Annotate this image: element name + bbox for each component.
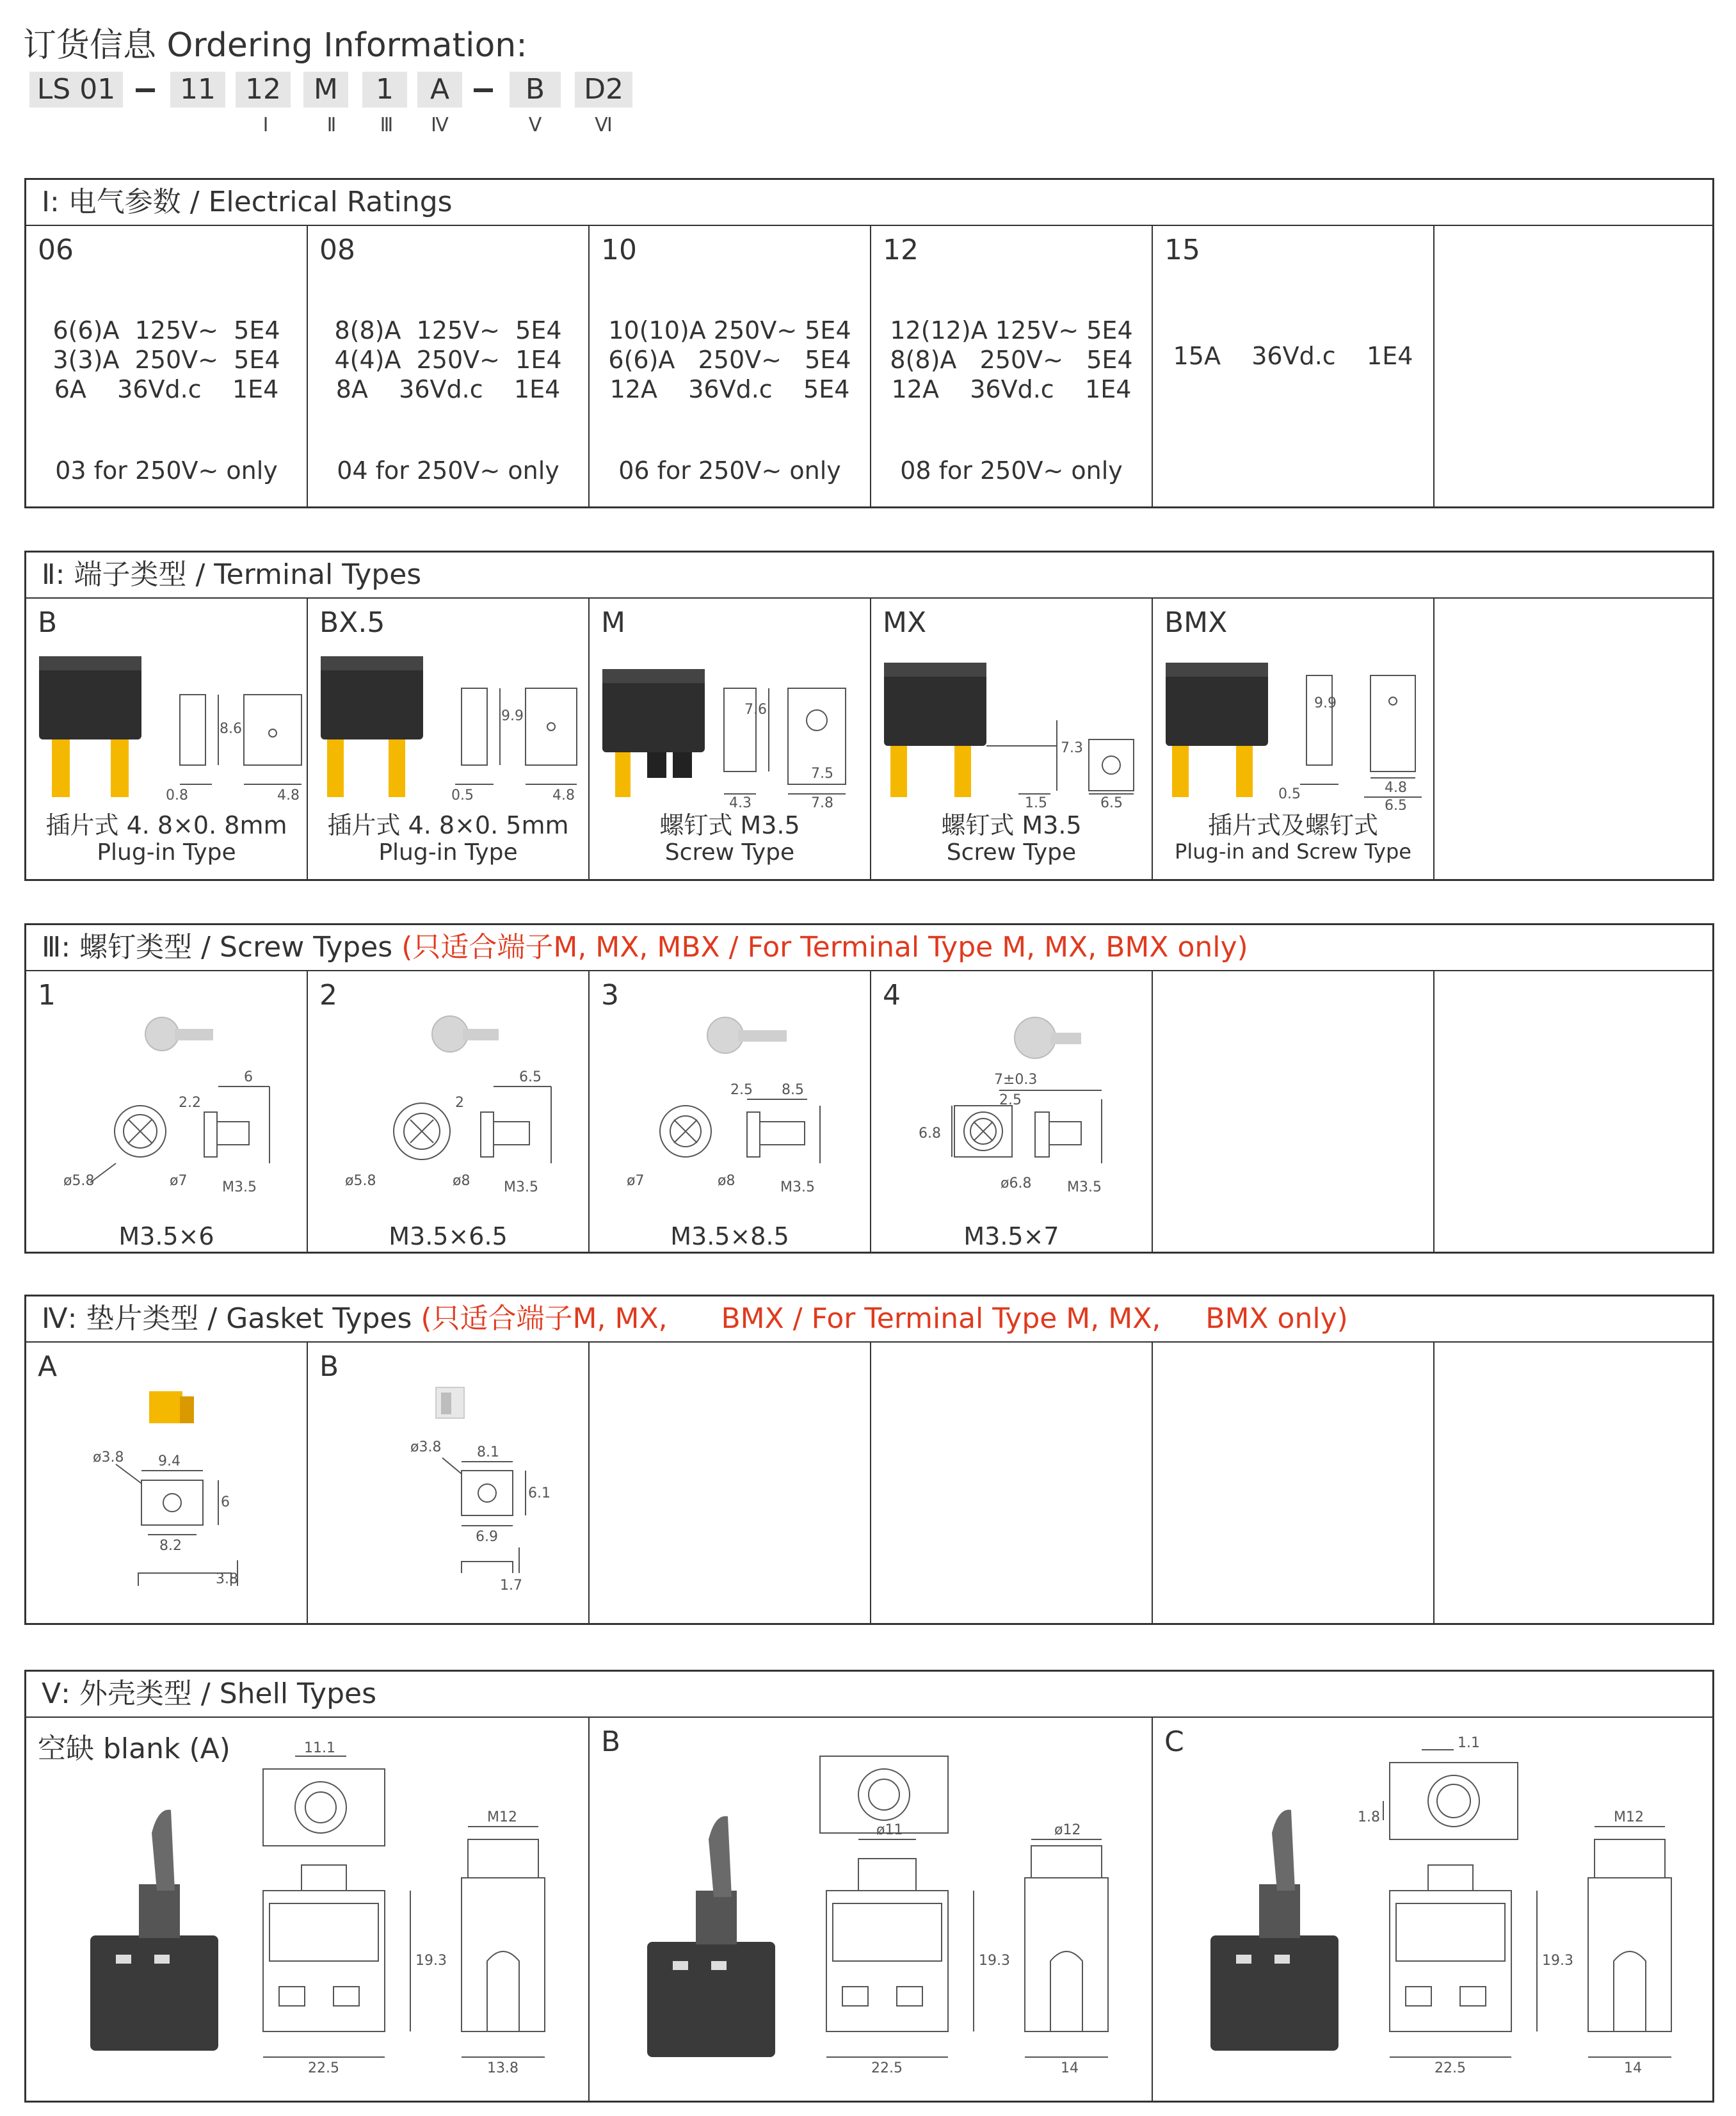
dim-label: 4.3 <box>729 795 751 810</box>
dim-label: 8.2 <box>159 1538 182 1554</box>
dim-label: 7.3 <box>1061 740 1083 756</box>
roman-label: Ⅲ <box>380 114 394 136</box>
gasket-drawing <box>26 1381 308 1624</box>
terminal-en-label: Screw Type <box>946 839 1077 866</box>
dim-label: 1.1 <box>1458 1735 1480 1751</box>
terminal-column-bx5 <box>308 599 590 879</box>
dim-label: M3.5 <box>780 1179 815 1195</box>
screw-size-label: M3.5×6 <box>118 1222 214 1250</box>
toggle-switch-render <box>1210 1810 1338 2051</box>
toggle-switch-render <box>647 1816 775 2057</box>
screw-code: 3 <box>601 979 619 1012</box>
dim-label: ø3.8 <box>93 1450 124 1466</box>
section-title-text: Ⅲ: 螺钉类型 / Screw Types <box>42 931 402 964</box>
terminal-cn-label: 螺钉式 M3.5 <box>659 811 800 839</box>
terminal-column-mx <box>871 599 1153 879</box>
dim-label: 4.8 <box>277 787 300 804</box>
roman-label: Ⅴ <box>528 114 542 136</box>
terminal-pin <box>327 739 344 797</box>
screw-render-icon <box>432 1016 499 1052</box>
dim-label: 19.3 <box>1542 1953 1573 1969</box>
dimension-sketch <box>180 695 301 784</box>
terminal-column-bmx <box>1153 599 1435 879</box>
dim-label: 22.5 <box>871 2060 903 2076</box>
screw-column-2 <box>308 971 590 1252</box>
section-title <box>26 1296 1712 1343</box>
dimension-sketch <box>820 1756 1108 2057</box>
dim-label: 8.5 <box>782 1082 804 1098</box>
section-title-note: (只适合端子M, MX, BMX / For Terminal Type M, MX, BMX only) <box>421 1302 1348 1335</box>
terminal-en-label: Plug-in Type <box>97 839 236 866</box>
dim-label: 9.9 <box>501 708 524 724</box>
dim-label: 4.8 <box>552 787 575 804</box>
dim-label: 8.1 <box>477 1444 499 1460</box>
terminal-code: M <box>601 606 625 639</box>
screw-code: 2 <box>319 979 337 1012</box>
terminal-en-label: Screw Type <box>664 839 795 866</box>
dim-label: 2.5 <box>999 1092 1022 1108</box>
dim-label: ø12 <box>1054 1822 1081 1838</box>
dimension-sketch <box>660 1099 820 1163</box>
empty-column <box>1435 1343 1712 1623</box>
rating-code: 15 <box>1164 234 1200 266</box>
dim-label: 19.3 <box>979 1953 1010 1969</box>
dimension-sketch <box>986 720 1134 794</box>
rating-code: 06 <box>38 234 74 266</box>
terminal-drawing <box>871 650 1153 810</box>
dimension-sketch <box>394 1086 551 1163</box>
dim-label: 14 <box>1624 2060 1642 2076</box>
dim-label: 6.1 <box>528 1485 551 1501</box>
terminal-code: BX.5 <box>319 606 385 639</box>
screw-column-1 <box>26 971 308 1252</box>
dimension-sketch <box>455 688 577 784</box>
gasket-code: A <box>38 1350 58 1383</box>
rating-code: 08 <box>319 234 355 266</box>
dimension-sketch <box>116 1464 237 1586</box>
terminal-column-m <box>590 599 871 879</box>
dim-label: ø5.8 <box>63 1173 95 1189</box>
shell-code: C <box>1164 1725 1184 1758</box>
rating-column <box>1153 226 1435 506</box>
dim-label: 0.5 <box>1278 786 1301 802</box>
terminal-pin <box>615 752 631 797</box>
dim-label: ø8 <box>453 1173 470 1189</box>
terminal-column-b <box>26 599 308 879</box>
terminal-en-label: Plug-in Type <box>378 839 518 866</box>
terminal-pin <box>111 739 129 797</box>
code-part-1: 11 <box>170 72 225 108</box>
page-title: 订货信息 Ordering Information: <box>23 26 527 65</box>
dim-label: ø5.8 <box>345 1173 376 1189</box>
section-title-note: (只适合端子M, MX, MBX / For Terminal Type M, MX, BMX only) <box>401 931 1248 964</box>
dim-label: ø8 <box>718 1173 735 1189</box>
code-dash <box>136 88 155 92</box>
gasket-drawing <box>308 1381 590 1624</box>
dim-label: 7±0.3 <box>994 1072 1038 1088</box>
terminal-cn-label: 插片式及螺钉式 <box>1207 811 1378 839</box>
shell-column-b <box>590 1718 1153 2101</box>
dimension-sketch <box>442 1458 526 1573</box>
dim-label: 6.5 <box>519 1069 542 1085</box>
dimension-sketch <box>1383 1750 1671 2057</box>
terminal-pin <box>389 739 405 797</box>
screw-drawing <box>308 1010 590 1221</box>
toggle-switch-render <box>90 1810 218 2051</box>
terminal-cn-label: 插片式 4. 8×0. 8mm <box>45 811 287 839</box>
dim-label: 7.5 <box>811 766 833 782</box>
rating-column <box>871 226 1153 506</box>
terminal-pin <box>1236 746 1253 797</box>
rating-values: 10(10)A 250V~ 5E4 6(6)A 250V~ 5E4 12A 36Vd.c 5E4 <box>608 316 851 403</box>
terminal-cn-label: 螺钉式 M3.5 <box>941 811 1082 839</box>
dim-label: 11.1 <box>304 1740 335 1756</box>
code-part-2: 12 <box>236 72 291 108</box>
roman-label: Ⅵ <box>595 114 613 136</box>
screw-types-section <box>24 923 1714 1254</box>
terminal-drawing <box>26 650 308 810</box>
roman-label: Ⅱ <box>326 114 337 136</box>
dim-label: 1.5 <box>1025 795 1047 810</box>
dim-label: 22.5 <box>1435 2060 1466 2076</box>
dim-label: 14 <box>1061 2060 1079 2076</box>
gasket-code: B <box>319 1350 339 1383</box>
code-part-3: M <box>303 72 348 108</box>
empty-column <box>1153 971 1435 1252</box>
shell-column-a <box>26 1718 590 2101</box>
dim-label: 13.8 <box>487 2060 518 2076</box>
section-title-text: Ⅳ: 垫片类型 / Gasket Types <box>42 1302 421 1335</box>
dim-label: 3.8 <box>216 1571 238 1587</box>
dim-label: 9.4 <box>158 1453 181 1469</box>
dim-label: 6 <box>221 1494 230 1510</box>
screw-render-icon <box>1015 1017 1081 1058</box>
dim-label: 8.6 <box>220 721 242 737</box>
terminal-top <box>602 669 705 683</box>
dimension-sketch <box>1300 675 1422 797</box>
gasket-render-icon <box>436 1387 464 1418</box>
shell-code: 空缺 blank (A) <box>38 1732 230 1765</box>
electrical-ratings-section <box>24 178 1714 508</box>
terminal-code: MX <box>883 606 927 639</box>
screw-code: 4 <box>883 979 901 1012</box>
screw-code: 1 <box>38 979 56 1012</box>
screw-column-4 <box>871 971 1153 1252</box>
terminal-drawing <box>308 650 590 810</box>
rating-values: 6(6)A 125V~ 5E4 3(3)A 250V~ 5E4 6A 36Vd.c 1E4 <box>52 316 280 403</box>
rating-column <box>26 226 308 506</box>
rating-note: 08 for 250V~ only <box>900 456 1123 485</box>
dimension-sketch <box>263 1756 545 2057</box>
rating-code: 10 <box>601 234 637 266</box>
dim-label: 6.8 <box>919 1126 941 1142</box>
dim-label: 2.2 <box>179 1095 201 1111</box>
screw-drawing <box>590 1010 871 1221</box>
dim-label: 0.5 <box>451 787 474 804</box>
code-part-series: LS 01 <box>29 72 123 108</box>
dim-label: M3.5 <box>504 1179 538 1195</box>
dim-label: 4.8 <box>1385 780 1407 796</box>
terminal-cn-label: 插片式 4. 8×0. 5mm <box>327 811 569 839</box>
roman-label: Ⅰ <box>262 114 269 136</box>
shell-code: B <box>601 1725 621 1758</box>
gasket-column-b <box>308 1343 590 1623</box>
empty-column <box>1435 971 1712 1252</box>
code-dash <box>474 88 493 92</box>
screw-drawing <box>26 1010 308 1221</box>
terminal-code: B <box>38 606 58 639</box>
section-title: Ⅰ: 电气参数 / Electrical Ratings <box>26 180 1712 226</box>
shell-column-c <box>1153 1718 1712 2101</box>
empty-column <box>1435 599 1712 879</box>
shell-drawing <box>590 1731 1153 2096</box>
shell-drawing <box>1153 1731 1712 2096</box>
rating-note: 06 for 250V~ only <box>618 456 841 485</box>
terminal-top <box>884 663 986 677</box>
dim-label: ø3.8 <box>410 1439 442 1455</box>
section-title: Ⅱ: 端子类型 / Terminal Types <box>26 553 1712 599</box>
dim-label: 19.3 <box>415 1953 447 1969</box>
dimension-sketch <box>952 1090 1102 1163</box>
terminal-screw-block <box>673 752 692 778</box>
terminal-en-label: Plug-in and Screw Type <box>1175 839 1411 864</box>
terminal-pin <box>1172 746 1189 797</box>
rating-values: 15A 36Vd.c 1E4 <box>1173 342 1413 370</box>
rating-note: 04 for 250V~ only <box>337 456 559 485</box>
gasket-render-icon <box>149 1391 194 1423</box>
gasket-column-a <box>26 1343 308 1623</box>
terminal-top <box>1166 663 1268 677</box>
dim-label: ø6.8 <box>1001 1175 1032 1191</box>
screw-render-icon <box>707 1017 787 1053</box>
terminal-drawing <box>1153 650 1435 810</box>
gasket-types-section <box>24 1295 1714 1625</box>
terminal-screw-block <box>647 752 666 778</box>
code-part-7: D2 <box>575 72 632 108</box>
terminal-types-section <box>24 551 1714 881</box>
section-title: Ⅴ: 外壳类型 / Shell Types <box>26 1672 1712 1718</box>
screw-drawing <box>871 1010 1153 1221</box>
rating-values: 12(12)A 125V~ 5E4 8(8)A 250V~ 5E4 12A 36Vd.c 1E4 <box>890 316 1133 403</box>
dim-label: ø11 <box>876 1822 903 1838</box>
terminal-top <box>39 656 141 670</box>
dim-label: 1.7 <box>500 1578 522 1594</box>
dim-label: 22.5 <box>308 2060 339 2076</box>
terminal-code: BMX <box>1164 606 1228 639</box>
empty-column <box>1153 1343 1435 1623</box>
code-part-6: B <box>510 72 561 108</box>
rating-code: 12 <box>883 234 919 266</box>
dim-label: M12 <box>487 1809 517 1825</box>
rating-column <box>590 226 871 506</box>
terminal-top <box>321 656 423 670</box>
dim-label: 2.5 <box>730 1082 753 1098</box>
screw-size-label: M3.5×8.5 <box>670 1222 789 1250</box>
screw-render-icon <box>145 1017 213 1051</box>
dim-label: ø7 <box>170 1173 188 1189</box>
code-part-5: A <box>417 72 462 108</box>
screw-size-label: M3.5×7 <box>963 1222 1059 1250</box>
dim-label: 2 <box>455 1095 464 1111</box>
dim-label: 0.8 <box>166 787 188 804</box>
terminal-pin <box>954 746 971 797</box>
dim-label: 7.6 <box>744 702 767 718</box>
dim-label: 6.9 <box>476 1529 498 1545</box>
empty-column <box>590 1343 871 1623</box>
dim-label: 6.5 <box>1100 795 1123 810</box>
dim-label: 1.8 <box>1358 1809 1380 1825</box>
shell-types-section <box>24 1670 1714 2103</box>
terminal-pin <box>52 739 70 797</box>
terminal-pin <box>890 746 907 797</box>
dim-label: M3.5 <box>222 1179 257 1195</box>
shell-drawing <box>26 1731 590 2096</box>
dim-label: 6 <box>244 1069 253 1085</box>
empty-column <box>871 1343 1153 1623</box>
dim-label: 7.8 <box>811 795 833 810</box>
rating-note: 03 for 250V~ only <box>55 456 278 485</box>
dim-label: ø7 <box>627 1173 645 1189</box>
empty-column <box>1435 226 1712 506</box>
terminal-drawing <box>590 650 871 810</box>
roman-label: Ⅳ <box>431 114 449 136</box>
dim-label: 9.9 <box>1314 695 1337 711</box>
section-title <box>26 925 1712 971</box>
rating-values: 8(8)A 125V~ 5E4 4(4)A 250V~ 1E4 8A 36Vd.c 1E4 <box>334 316 562 403</box>
rating-column <box>308 226 590 506</box>
dim-label: M12 <box>1614 1809 1644 1825</box>
dim-label: M3.5 <box>1067 1179 1102 1195</box>
screw-size-label: M3.5×6.5 <box>389 1222 508 1250</box>
dim-label: 6.5 <box>1385 798 1407 810</box>
code-part-4: 1 <box>362 72 407 108</box>
screw-column-3 <box>590 971 871 1252</box>
